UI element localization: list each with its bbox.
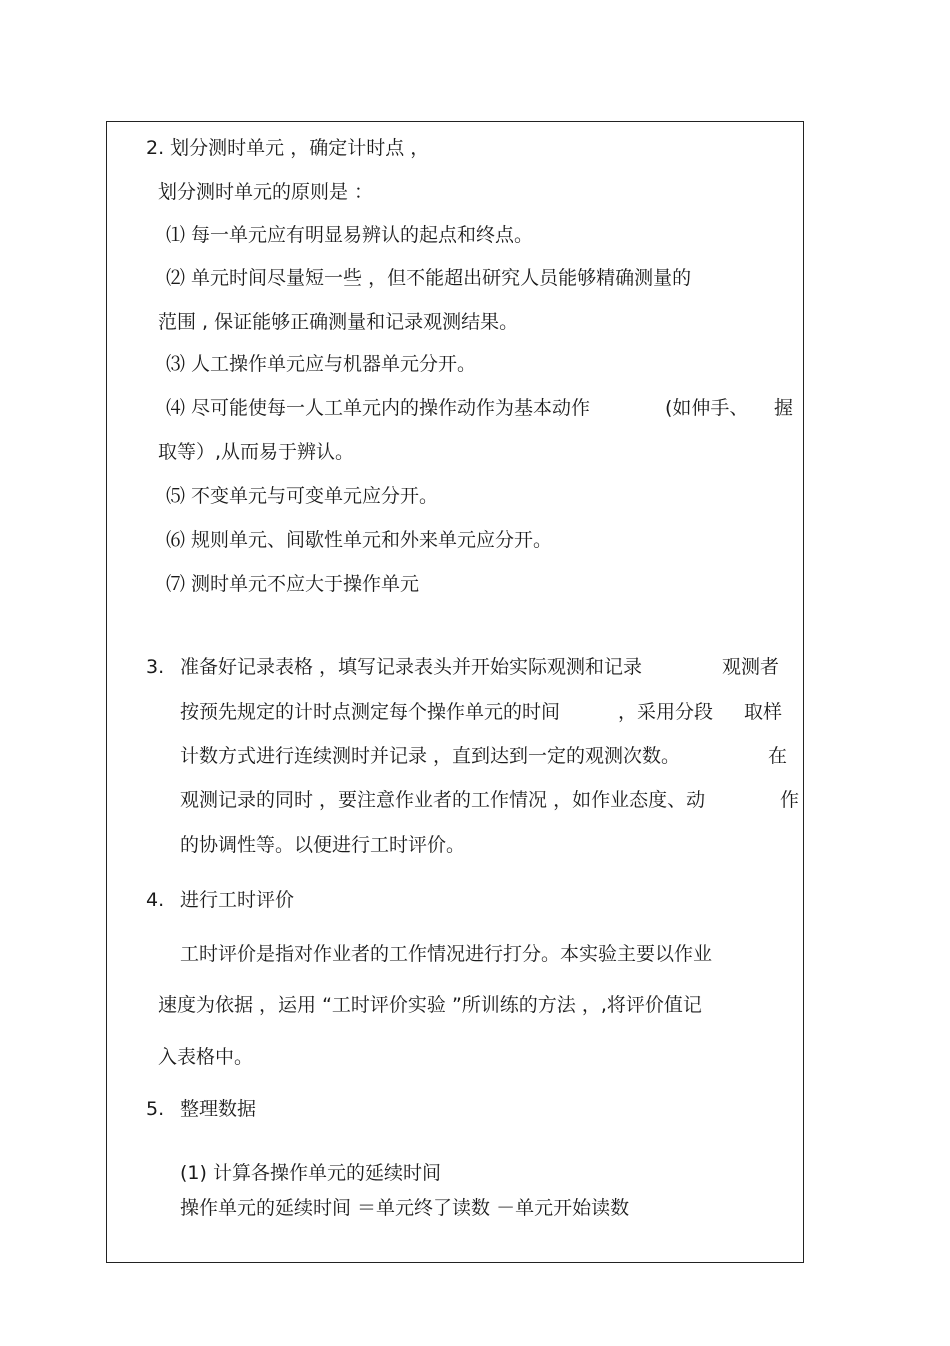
section-5-item-1: (1) 计算各操作单元的延续时间 [180, 1162, 441, 1184]
section-5-heading: 整理数据 [180, 1098, 257, 1120]
rule-4-tail: 握 [774, 397, 794, 419]
rule-4-line-2: 取等）,从而易于辨认。 [158, 441, 355, 463]
section-3-line-1: 准备好记录表格 ，填写记录表头并开始实际观测和记录 [180, 656, 643, 678]
rule-6: ⑹ 规则单元、间歇性单元和外来单元应分开。 [166, 529, 553, 551]
rule-4-example: (如伸手、 [665, 397, 749, 419]
rule-2-line-1: ⑵ 单元时间尽量短一些 ，但不能超出研究人员能够精确测量的 [166, 267, 692, 289]
section-3-line-2-tail: 取样 [744, 701, 783, 723]
content-frame [106, 121, 804, 1263]
section-3-line-1-tail: 观测者 [722, 656, 780, 678]
section-3-line-4: 观测记录的同时 ，要注意作业者的工作情况 ，如作业态度、动 [180, 789, 706, 811]
rule-4-line-1: ⑷ 尽可能使每一人工单元内的操作动作为基本动作 [166, 397, 591, 419]
rule-7: ⑺ 测时单元不应大于操作单元 [166, 573, 420, 595]
section-5-formula: 操作单元的延续时间 ＝单元终了读数 －单元开始读数 [180, 1197, 630, 1219]
section-5-number: 5. [146, 1098, 165, 1120]
section-3-line-3-tail: 在 [768, 745, 788, 767]
rule-1: ⑴ 每一单元应有明显易辨认的起点和终点。 [166, 224, 534, 246]
section-4-line-2: 速度为依据 ，运用 “工时评价实验 ”所训练的方法 ，,将评价值记 [158, 994, 702, 1016]
section-4-line-1: 工时评价是指对作业者的工作情况进行打分。本实验主要以作业 [180, 943, 713, 965]
section-3-line-2-mid: ，采用分段 [618, 701, 714, 723]
section-3-line-2: 按预先规定的计时点测定每个操作单元的时间 [180, 701, 561, 723]
section-3-line-4-tail: 作 [780, 789, 800, 811]
section-3-number: 3. [146, 656, 165, 678]
rule-3: ⑶ 人工操作单元应与机器单元分开。 [166, 353, 477, 375]
rule-2-line-2: 范围 , 保证能够正确测量和记录观测结果。 [158, 311, 519, 333]
section-3-line-5: 的协调性等。以便进行工时评价。 [180, 834, 466, 856]
section-4-line-3: 入表格中。 [158, 1046, 254, 1068]
section-4-heading: 进行工时评价 [180, 889, 295, 911]
section-2-intro: 划分测时单元的原则是 ： [158, 181, 374, 203]
section-2-heading: 2. 划分测时单元 ，确定计时点 ， [146, 137, 430, 159]
section-3-line-3: 计数方式进行连续测时并记录 ，直到达到一定的观测次数。 [180, 745, 681, 767]
section-4-number: 4. [146, 889, 165, 911]
rule-5: ⑸ 不变单元与可变单元应分开。 [166, 485, 439, 507]
